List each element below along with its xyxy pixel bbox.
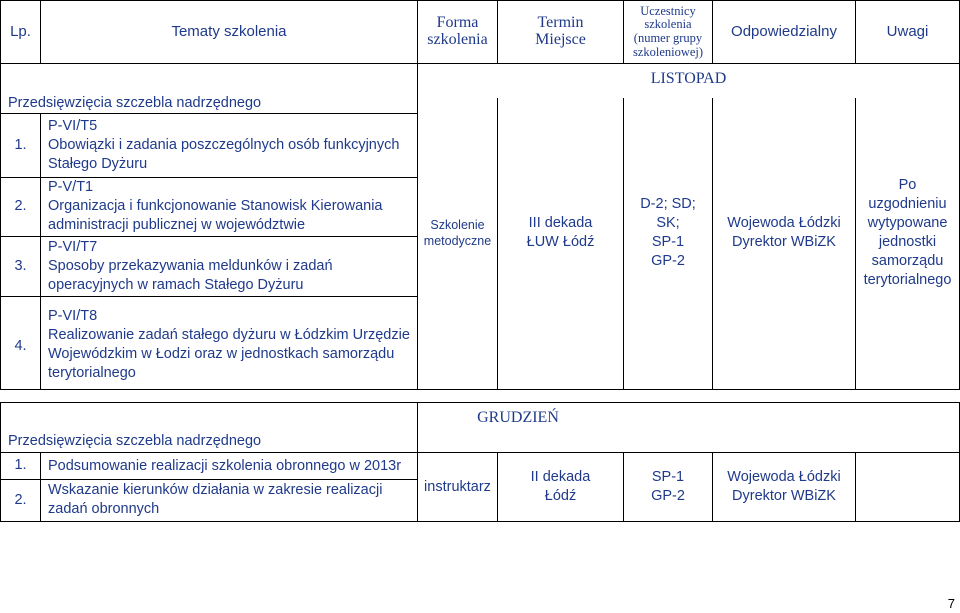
topic-text: Obowiązki i zadania poszczególnych osób funkcyjnych [48, 137, 400, 153]
header-form-line: szkolenia [427, 31, 488, 48]
form-cell [418, 453, 497, 521]
form-cell [418, 98, 497, 389]
topic-text: Wskazanie kierunków działania w zakresie realizacji [48, 482, 383, 498]
participants-cell [624, 98, 712, 389]
responsible-line: Wojewoda Łódzki [727, 214, 841, 231]
topic-text: administracji publicznej w województwie [48, 217, 306, 233]
topic-code: P-VI/T8 [48, 308, 98, 324]
participants-line: SK; [656, 214, 680, 231]
notes-line: uzgodnieniu [868, 195, 947, 212]
header-participants-line: szkolenia [644, 17, 692, 32]
responsible-cell [713, 453, 855, 521]
term-line: ŁUW Łódź [526, 233, 595, 250]
header-lp: Lp. [10, 23, 31, 41]
topic-cell [48, 178, 416, 236]
header-term-line: Termin [537, 14, 584, 32]
header-participants [624, 1, 712, 63]
header-term [498, 1, 623, 63]
responsible-line: Dyrektor WBiZK [732, 488, 836, 504]
notes-line: Po [898, 176, 917, 193]
form-line: Szkolenie [430, 217, 485, 232]
responsible-line: Dyrektor WBiZK [732, 233, 836, 250]
row-number: 1. [14, 457, 27, 474]
header-term-line: Miejsce [535, 31, 586, 48]
header-participants-line: Uczestnicy [640, 3, 696, 18]
topic-code: P-VI/T5 [48, 118, 98, 134]
row-number: 3. [14, 257, 27, 274]
topic-cell [48, 117, 416, 177]
topic-cell [48, 481, 416, 521]
participants-cell [624, 453, 712, 521]
participants-line: GP-2 [651, 488, 685, 504]
topic-text: Organizacja i funkcjonowanie Stanowisk Kierowania [48, 198, 383, 214]
header-participants-line: szkoleniowej) [632, 44, 704, 59]
term-line: II dekada [530, 469, 591, 485]
notes-cell [856, 98, 959, 389]
page-number: 7 [947, 596, 955, 611]
topic-text: terytorialnego [48, 365, 136, 381]
month-listopad: LISTOPAD [650, 69, 727, 87]
section-title-grudzien: Przedsięwzięcia szczebla nadrzędnego [8, 433, 262, 449]
notes-line: terytorialnego [863, 271, 952, 288]
term-line: III dekada [528, 214, 593, 231]
topic-text: Realizowanie zadań stałego dyżuru w Łódzkim Urzędzie [48, 327, 410, 343]
term-cell [498, 453, 623, 521]
header-responsible: Odpowiedzialny [731, 23, 837, 41]
header-form-line: Forma [436, 14, 479, 32]
row-number: 2. [14, 198, 27, 215]
topic-text: operacyjnych w ramach Stałego Dyżuru [48, 277, 304, 293]
participants-line: GP-2 [651, 252, 685, 269]
header-form [418, 1, 497, 63]
header-participants-line: (numer grupy [633, 31, 703, 45]
form-line: instruktarz [424, 478, 491, 495]
row-number: 1. [14, 136, 27, 153]
row-number: 4. [14, 338, 27, 355]
responsible-line: Wojewoda Łódzki [727, 469, 841, 485]
topic-code: P-VI/T7 [48, 239, 98, 255]
topic-text: zadań obronnych [48, 501, 160, 517]
topic-cell [48, 457, 416, 479]
notes-line: samorządu [871, 252, 944, 269]
notes-line: jednostki [878, 233, 937, 250]
responsible-cell [713, 98, 855, 389]
topic-text: Sposoby przekazywania meldunków i zadań [48, 258, 333, 274]
topic-cell [48, 307, 416, 387]
topic-text: Stałego Dyżuru [48, 156, 148, 172]
month-grudzien: GRUDZIEŃ [477, 408, 559, 426]
topic-code: P-V/T1 [48, 179, 94, 195]
header-notes: Uwagi [886, 23, 929, 41]
topic-text: Podsumowanie realizacji szkolenia obronnego w 2013r [48, 458, 402, 474]
row-number: 2. [14, 491, 27, 508]
participants-line: D-2; SD; [640, 195, 696, 212]
term-cell [498, 98, 623, 389]
header-topics: Tematy szkolenia [171, 23, 287, 41]
form-line: metodyczne [423, 233, 492, 248]
participants-line: SP-1 [651, 469, 685, 485]
term-line: Łódź [544, 488, 577, 504]
participants-line: SP-1 [651, 233, 685, 250]
topic-cell [48, 238, 416, 296]
topic-text: Wojewódzkim w Łodzi oraz w jednostkach samorządu [48, 346, 395, 362]
section-title-listopad: Przedsięwzięcia szczebla nadrzędnego [8, 95, 262, 111]
notes-line: wytypowane [867, 214, 948, 231]
